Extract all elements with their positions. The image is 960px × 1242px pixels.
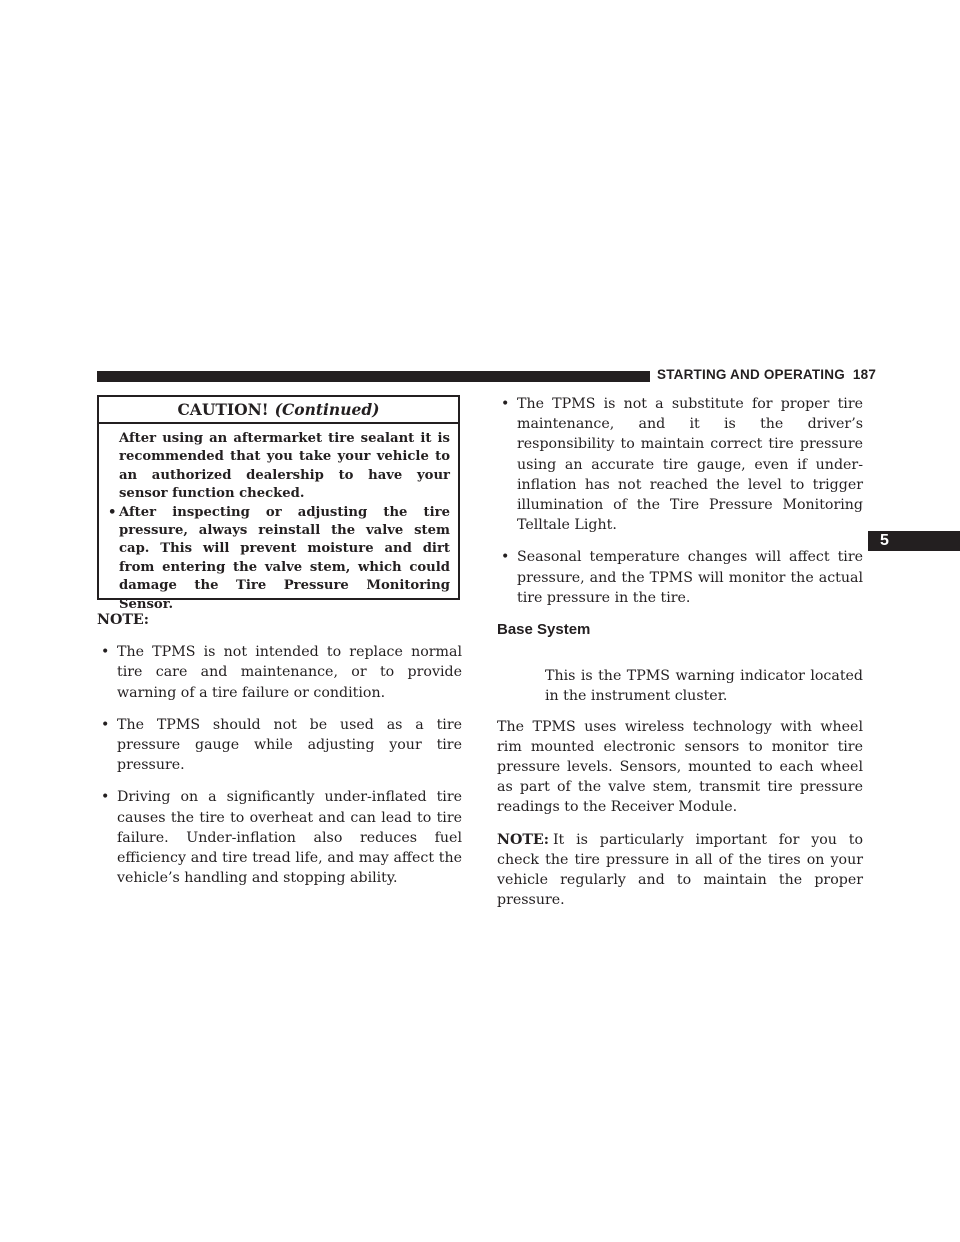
list-item-text: The TPMS should not be used as a tire pressure gauge while adjusting your tire pressure. — [117, 716, 462, 774]
list-item — [97, 787, 462, 888]
note-label: NOTE: — [97, 612, 149, 628]
list-item-text: The TPMS is not intended to replace normal tire care and maintenance, or to provide warning of a tire failure or condition. — [117, 644, 462, 701]
list-item — [497, 394, 863, 535]
right-column — [497, 394, 863, 922]
caution-header — [99, 397, 458, 424]
bullet-icon: • — [101, 789, 110, 806]
bullet-icon: • — [501, 549, 510, 566]
list-item — [97, 642, 462, 703]
note-paragraph — [497, 830, 863, 911]
bullet-icon: • — [101, 716, 110, 733]
list-item-text: Driving on a significantly under-inflated tire causes the tire to overheat and can lead to tire failure. Under-inflation also reduces fuel efficiency and tire tread life, and may affect the vehicle’s handling and stopping ability. — [117, 789, 462, 887]
left-column — [97, 610, 462, 900]
caution-box — [97, 395, 460, 612]
list-item — [497, 547, 863, 608]
caution-paragraph: After using an aftermarket tire sealant it is recommended that you take your vehicle to an authorized dealership to have your sensor function checked. — [119, 431, 450, 502]
list-item — [97, 715, 462, 776]
caution-bullet — [108, 504, 450, 614]
bullet-icon: • — [501, 396, 510, 412]
list-item-text: The TPMS is not a substitute for proper tire maintenance, and it is the driver’s responsibility to maintain correct tire pressure using an accurate tire gauge, even if under-inflation has not reached the level to trigger illumination of the Tire Pressure Monitoring Telltale Light. — [517, 396, 863, 534]
chapter-number: 5 — [880, 532, 889, 549]
caution-bullet-text: After inspecting or adjusting the tire pressure, always reinstall the valve stem cap. This will prevent moisture and dirt from entering the valve stem, which could damage the Tire Pressure Monitoring Sensor. — [119, 504, 450, 612]
bullet-icon: • — [108, 504, 117, 520]
body-paragraph: The TPMS uses wireless technology with wheel rim mounted electronic sensors to monitor tire pressure levels. Sensors, mounted to each wheel as part of the valve stem, transmit tire pressure readings to the Receiver Module. — [497, 718, 863, 816]
caution-title: CAUTION! — [177, 400, 269, 419]
header-rule — [97, 371, 650, 382]
list-item-text: Seasonal temperature changes will affect tire pressure, and the TPMS will monitor the actual tire pressure in the tire. — [517, 549, 863, 606]
bullet-icon: • — [101, 644, 110, 661]
chapter-tab — [868, 531, 960, 551]
page-number: 187 — [852, 367, 877, 382]
note-text: It is particularly important for you to check the tire pressure in all of the tires on your vehicle regularly and to maintain the proper pressure. — [497, 831, 863, 909]
running-header — [657, 367, 876, 382]
section-heading: Base System — [497, 621, 591, 639]
section-title: STARTING AND OPERATING — [657, 367, 845, 382]
note-label: NOTE: — [497, 831, 549, 848]
indicator-description: This is the TPMS warning indicator located in the instrument cluster. — [545, 668, 863, 705]
caution-continued: (Continued) — [274, 400, 380, 419]
caution-body — [99, 424, 458, 614]
